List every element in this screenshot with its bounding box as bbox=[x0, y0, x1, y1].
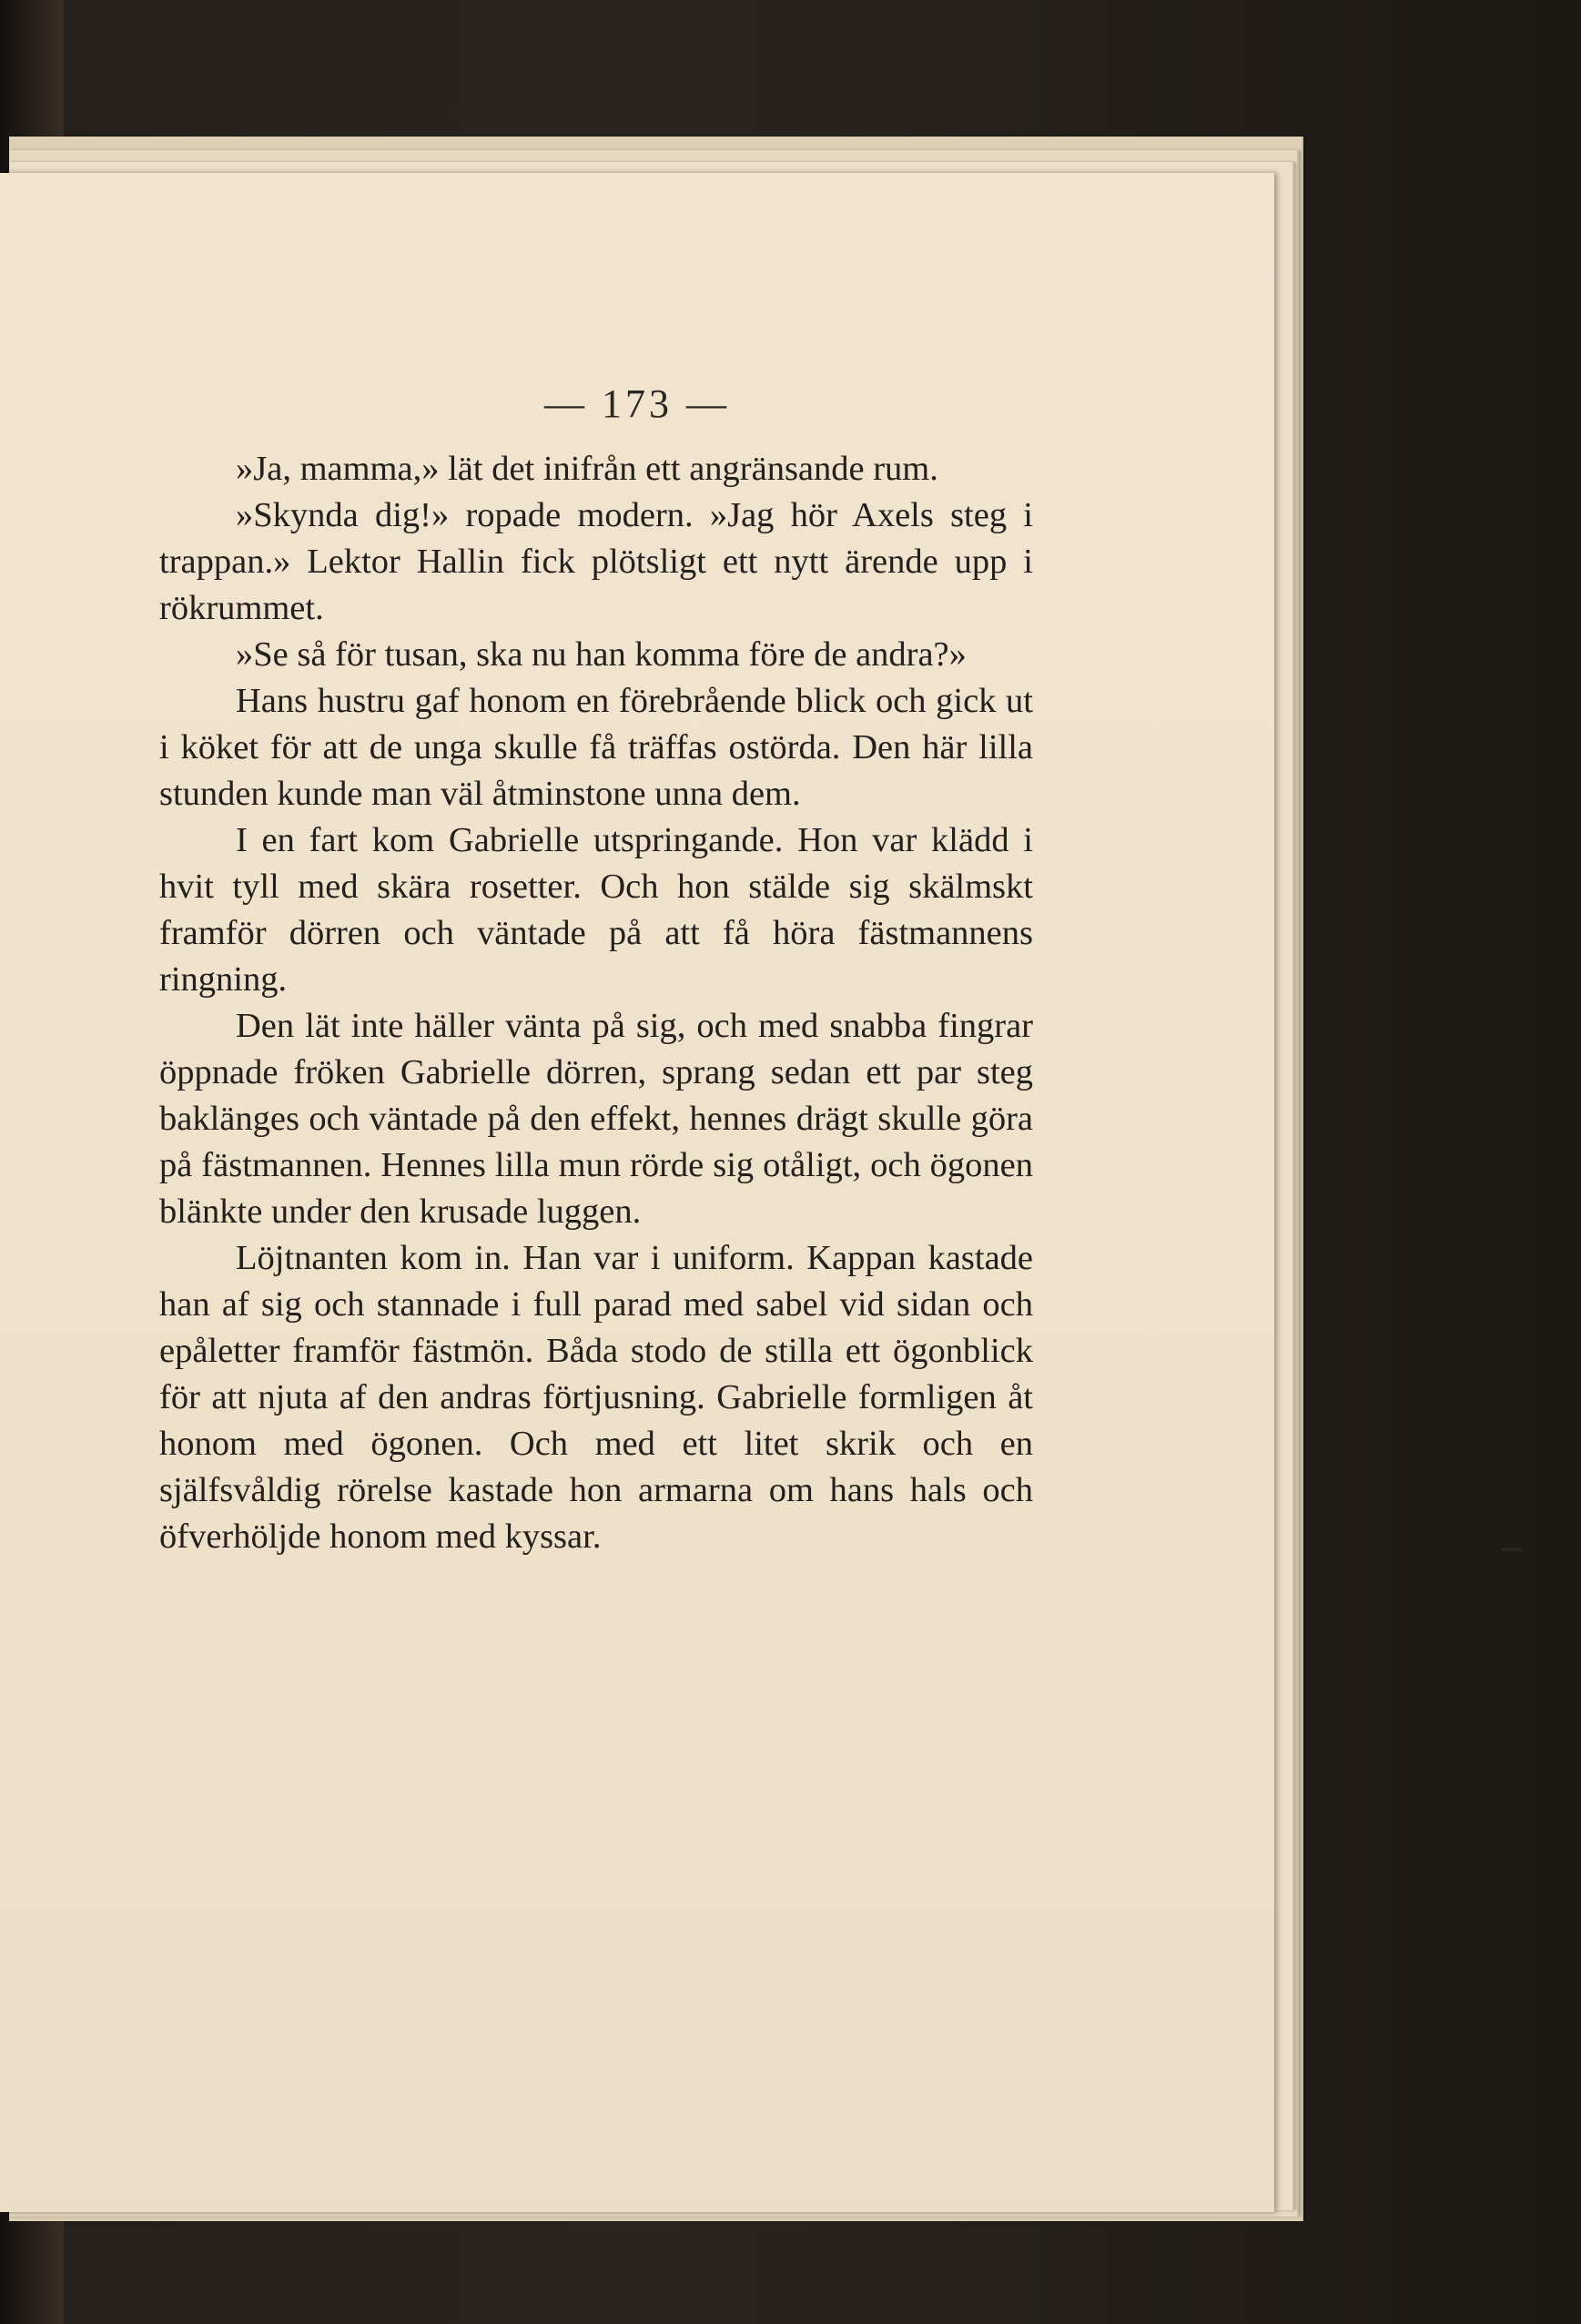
paragraph: Löjtnanten kom in. Han var i uniform. Kappan kastade han af sig och stannade i full parad med sabel vid sidan och epåletter framför fästmön. Båda stodo de stilla ett ögonblick för att njuta af den andras förtjusning. Gabrielle formligen åt honom med ögonen. Och med ett litet skrik och en själfsvåldig rörelse kastade hon armarna om hans hals och öfverhöljde honom med kyssar. bbox=[159, 1239, 1033, 1556]
paragraph: »Se så för tusan, ska nu han komma före de andra?» bbox=[236, 635, 967, 674]
paragraph: I en fart kom Gabrielle utspringande. Hon var klädd i hvit tyll med skära rosetter. Och hon stälde sig skälmskt framför dörren och väntade på att få höra fästmannens ringning. bbox=[159, 821, 1033, 999]
book-page bbox=[0, 173, 1274, 2212]
body-text bbox=[159, 446, 1033, 1560]
paragraph: »Skynda dig!» ropade modern. »Jag hör Axels steg i trappan.» Lektor Hallin fick plötsligt ett nytt ärende upp i rökrummet. bbox=[159, 496, 1033, 627]
page-number: — 173 — bbox=[544, 381, 730, 426]
scan-mark bbox=[1502, 1548, 1522, 1551]
paragraph: »Ja, mamma,» lät det inifrån ett angränsande rum. bbox=[236, 450, 938, 488]
paragraph: Hans hustru gaf honom en förebrående blick och gick ut i köket för att de unga skulle få träffas ostörda. Den här lilla stunden kunde man väl åtminstone unna dem. bbox=[159, 682, 1033, 813]
paragraph: Den lät inte häller vänta på sig, och med snabba fingrar öppnade fröken Gabrielle dörren, sprang sedan ett par steg baklänges och väntade på den effekt, hennes drägt skulle göra på fästmannen. Hennes lilla mun rörde sig otåligt, och ögonen blänkte under den krusade luggen. bbox=[159, 1007, 1033, 1231]
